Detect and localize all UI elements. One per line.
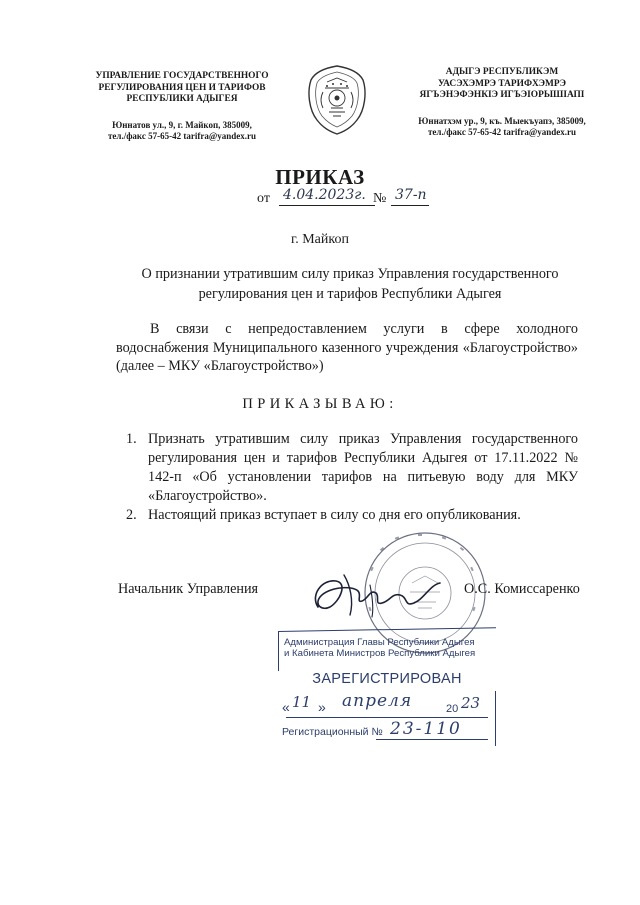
org-line: РЕСПУБЛИКИ АДЫГЕЯ (126, 94, 238, 104)
stamp-year-suffix: 23 (461, 694, 481, 712)
stamp-date-underline (286, 717, 488, 718)
number-underline (391, 205, 429, 206)
address-line: тел./факс 57-65-42 tarifra@yandex.ru (107, 130, 256, 141)
org-line: РЕГУЛИРОВАНИЯ ЦЕН И ТАРИФОВ (98, 82, 266, 93)
number-label: № (373, 191, 387, 206)
handwritten-signature (300, 555, 460, 635)
stamp-reg-number: 23-110 (390, 719, 462, 739)
order-items (116, 430, 578, 525)
stamp-status: ЗАРЕГИСТРИРОВАН (312, 671, 462, 687)
order-date: 4.04.2023г. (283, 187, 366, 203)
org-line: ЯГЪЭНЭФЭНКІЭ ИГЪЭІОРЫШІАПІ (419, 90, 585, 100)
stamp-org-line: Администрация Главы Республики Адыгея (284, 637, 475, 648)
stamp-org-line: и Кабинета Министров Республики Адыгея (284, 648, 476, 659)
org-line: УАСЭХЭМРЭ ТАРИФХЭМРЭ (438, 78, 566, 89)
header-left-org (76, 71, 288, 142)
stamp-number-underline (376, 739, 488, 740)
org-line: АДЫГЭ РЕСПУБЛИКЭМ (445, 67, 559, 77)
address-line: Юннатхэм ур., 9, къ. Мыекъуапэ, 385009, (418, 115, 586, 126)
order-subject: О признании утратившим силу приказ Управления государственного регулирования цен и тарифов Республики Адыгея (141, 266, 559, 302)
address-line: тел./факс 57-65-42 tarifra@yandex.ru (427, 126, 576, 137)
stamp-frame-right (495, 691, 496, 746)
document-title: ПРИКАЗ (275, 165, 365, 189)
org-address (76, 120, 288, 142)
order-directive: ПРИКАЗЫВАЮ: (242, 396, 398, 412)
signatory-name: О.С. Комиссаренко (464, 581, 580, 597)
order-item (116, 506, 578, 525)
city: г. Майкоп (291, 232, 349, 247)
order-number: 37-п (395, 187, 427, 203)
date-prefix: от (257, 191, 270, 206)
coat-of-arms-emblem (303, 62, 371, 136)
stamp-month: апреля (342, 691, 413, 711)
date-underline (279, 205, 375, 206)
registration-stamp (278, 631, 496, 749)
preamble: В связи с непредоставлением услуги в сфере холодного водоснабжения Муниципального казенного учреждения «Благоустройство» (далее – МКУ «Благоустройство») (116, 321, 578, 374)
item-number: 2. (126, 507, 137, 523)
address-line: Юннатов ул., 9, г. Майкоп, 385009, (112, 119, 252, 130)
stamp-day: 11 (292, 693, 312, 711)
stamp-reg-label: Регистрационный № (282, 726, 383, 738)
org-line: УПРАВЛЕНИЕ ГОСУДАРСТВЕННОГО (95, 71, 269, 81)
stamp-frame-left (278, 631, 279, 671)
item-number: 1. (126, 431, 137, 447)
signatory-position: Начальник Управления (118, 581, 259, 597)
item-text: Настоящий приказ вступает в силу со дня его опубликования. (148, 507, 521, 523)
item-text: Признать утратившим силу приказ Управления государственного регулирования цен и тарифов Республики Адыгея от 17.11.2022 № 142-п «Об установлении тарифов на питьевую воду для МКУ «Благоустройство». (148, 431, 578, 504)
stamp-quote-open: « (282, 699, 290, 715)
stamp-year-prefix: 20 (446, 703, 459, 715)
header-right-org (386, 67, 618, 138)
stamp-org (284, 637, 500, 659)
org-address (386, 116, 618, 138)
stamp-quote-close: » (318, 699, 326, 715)
order-item (116, 430, 578, 506)
